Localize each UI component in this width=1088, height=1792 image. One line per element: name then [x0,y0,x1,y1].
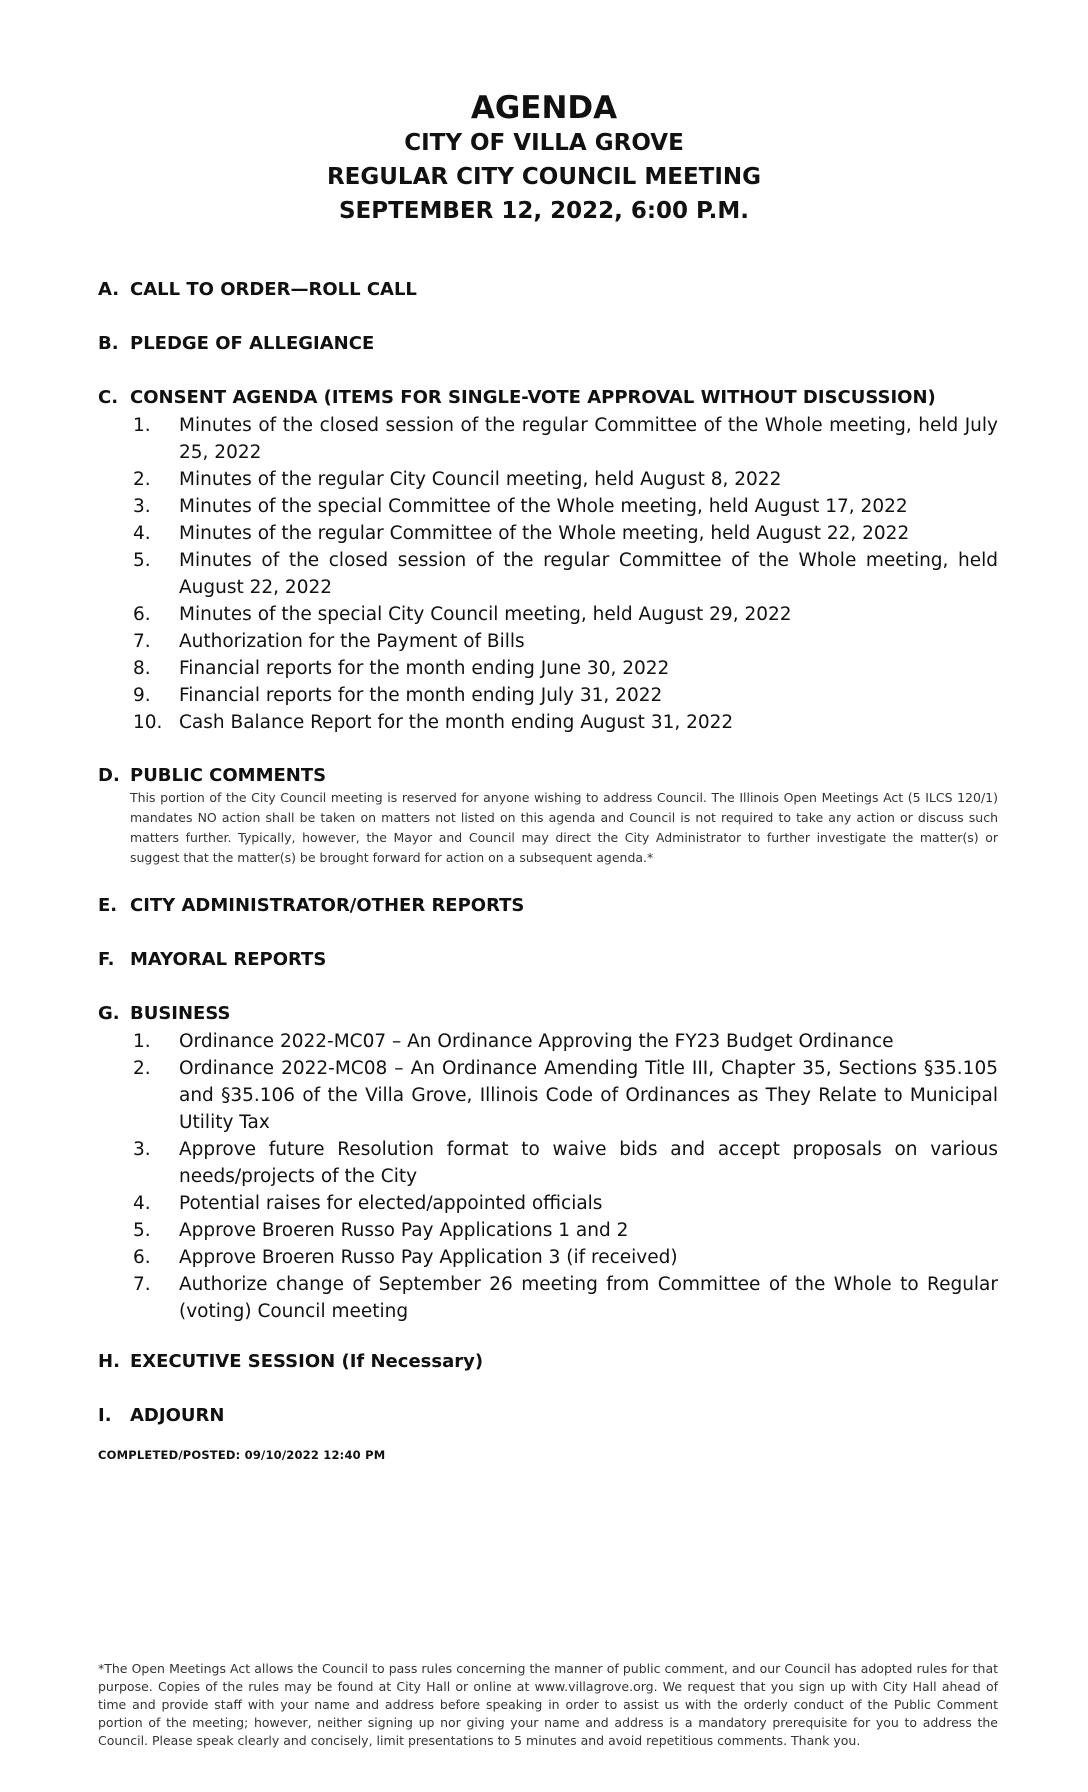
section-public-comments [98,764,998,868]
list-item: 1. Minutes of the closed session of the regular Committee of the Whole meeting, held July 25, 2022 [133,415,998,463]
list-item: 7. Authorization for the Payment of Bills [133,631,525,652]
section-title: ADJOURN [130,1405,225,1426]
list-item: 2. Minutes of the regular City Council meeting, held August 8, 2022 [133,469,782,490]
section-executive-session [98,1350,998,1374]
business-items-list [98,1028,998,1325]
list-item: 3. Minutes of the special Committee of the Whole meeting, held August 17, 2022 [133,496,908,517]
section-title: EXECUTIVE SESSION (If Necessary) [130,1351,484,1372]
city-name: CITY OF VILLA GROVE [404,130,684,156]
section-title: PLEDGE OF ALLEGIANCE [130,333,375,354]
list-item: 6. Approve Broeren Russo Pay Application 3 (if received) [133,1247,678,1268]
meeting-date: SEPTEMBER 12, 2022, 6:00 P.M. [338,198,750,224]
consent-items-list [98,412,998,736]
list-item: 8. Financial reports for the month ending June 30, 2022 [133,658,670,679]
meeting-name: REGULAR CITY COUNCIL MEETING [326,164,762,190]
list-item: 1. Ordinance 2022-MC07 – An Ordinance Approving the FY23 Budget Ordinance [133,1031,894,1052]
list-item: 7. Authorize change of September 26 meeting from Committee of the Whole to Regular (voting) Council meeting [133,1274,998,1322]
list-item: 10. Cash Balance Report for the month ending August 31, 2022 [133,712,734,733]
posted-timestamp: COMPLETED/POSTED: 09/10/2022 12:40 PM [98,1448,386,1462]
section-letter: H. [98,1351,120,1372]
section-letter: I. [98,1405,112,1426]
section-letter: C. [98,387,119,408]
page-title: AGENDA [470,90,618,126]
list-item: 4. Potential raises for elected/appointed officials [133,1193,603,1214]
section-title: CONSENT AGENDA (ITEMS FOR SINGLE-VOTE APPROVAL WITHOUT DISCUSSION) [130,387,936,408]
section-title: MAYORAL REPORTS [130,949,327,970]
public-comments-note: This portion of the City Council meeting is reserved for anyone wishing to address Council. The Illinois Open Meetings Act (5 ILCS 120/1) mandates NO action shall be taken on matters not listed on this agenda and Council is not required to take any action or discuss such matters further. Typically, however, the Mayor and Council may direct the City Administrator to further investigate the matter(s) or suggest that the matter(s) be brought forward for action on a subsequent agenda.* [130,790,998,865]
agenda-header [0,90,1088,228]
list-item: 6. Minutes of the special City Council meeting, held August 29, 2022 [133,604,792,625]
section-letter: D. [98,765,120,786]
list-item: 9. Financial reports for the month ending July 31, 2022 [133,685,663,706]
list-item: 2. Ordinance 2022-MC08 – An Ordinance Amending Title III, Chapter 35, Sections §35.105 and §35.106 of the Villa Grove, Illinois Code of Ordinances as They Relate to Municipal Utility Tax [133,1058,998,1133]
list-item: 4. Minutes of the regular Committee of the Whole meeting, held August 22, 2022 [133,523,910,544]
section-letter: E. [98,895,118,916]
section-adjourn [98,1404,998,1428]
section-letter: B. [98,333,119,354]
section-title: CITY ADMINISTRATOR/OTHER REPORTS [130,895,525,916]
section-letter: A. [98,279,120,300]
section-mayoral-reports [98,948,998,972]
section-admin-reports [98,894,998,918]
section-consent-agenda [98,386,998,736]
section-letter: F. [98,949,115,970]
footnote: *The Open Meetings Act allows the Council to pass rules concerning the manner of public comment, and our Council has adopted rules for that purpose. Copies of the rules may be found at City Hall or online at www.villagrove.org. We request that you sign up with City Hall ahead of time and provide staff with your name and address before speaking in order to assist us with the orderly conduct of the Public Comment portion of the meeting; however, neither signing up nor giving your name and address is a mandatory prerequisite for you to address the Council. Please speak clearly and concisely, limit presentations to 5 minutes and avoid repetitious comments. Thank you. [98,1661,998,1748]
section-business [98,1002,998,1325]
section-letter: G. [98,1003,120,1024]
list-item: 3. Approve future Resolution format to waive bids and accept proposals on various needs/projects of the City [133,1139,998,1187]
section-title: BUSINESS [130,1003,231,1024]
list-item: 5. Minutes of the closed session of the regular Committee of the Whole meeting, held August 22, 2022 [133,550,998,598]
section-title: CALL TO ORDER—ROLL CALL [130,279,417,300]
section-title: PUBLIC COMMENTS [130,765,327,786]
section-pledge [98,332,998,356]
list-item: 5. Approve Broeren Russo Pay Applications 1 and 2 [133,1220,629,1241]
section-call-to-order [98,278,998,302]
